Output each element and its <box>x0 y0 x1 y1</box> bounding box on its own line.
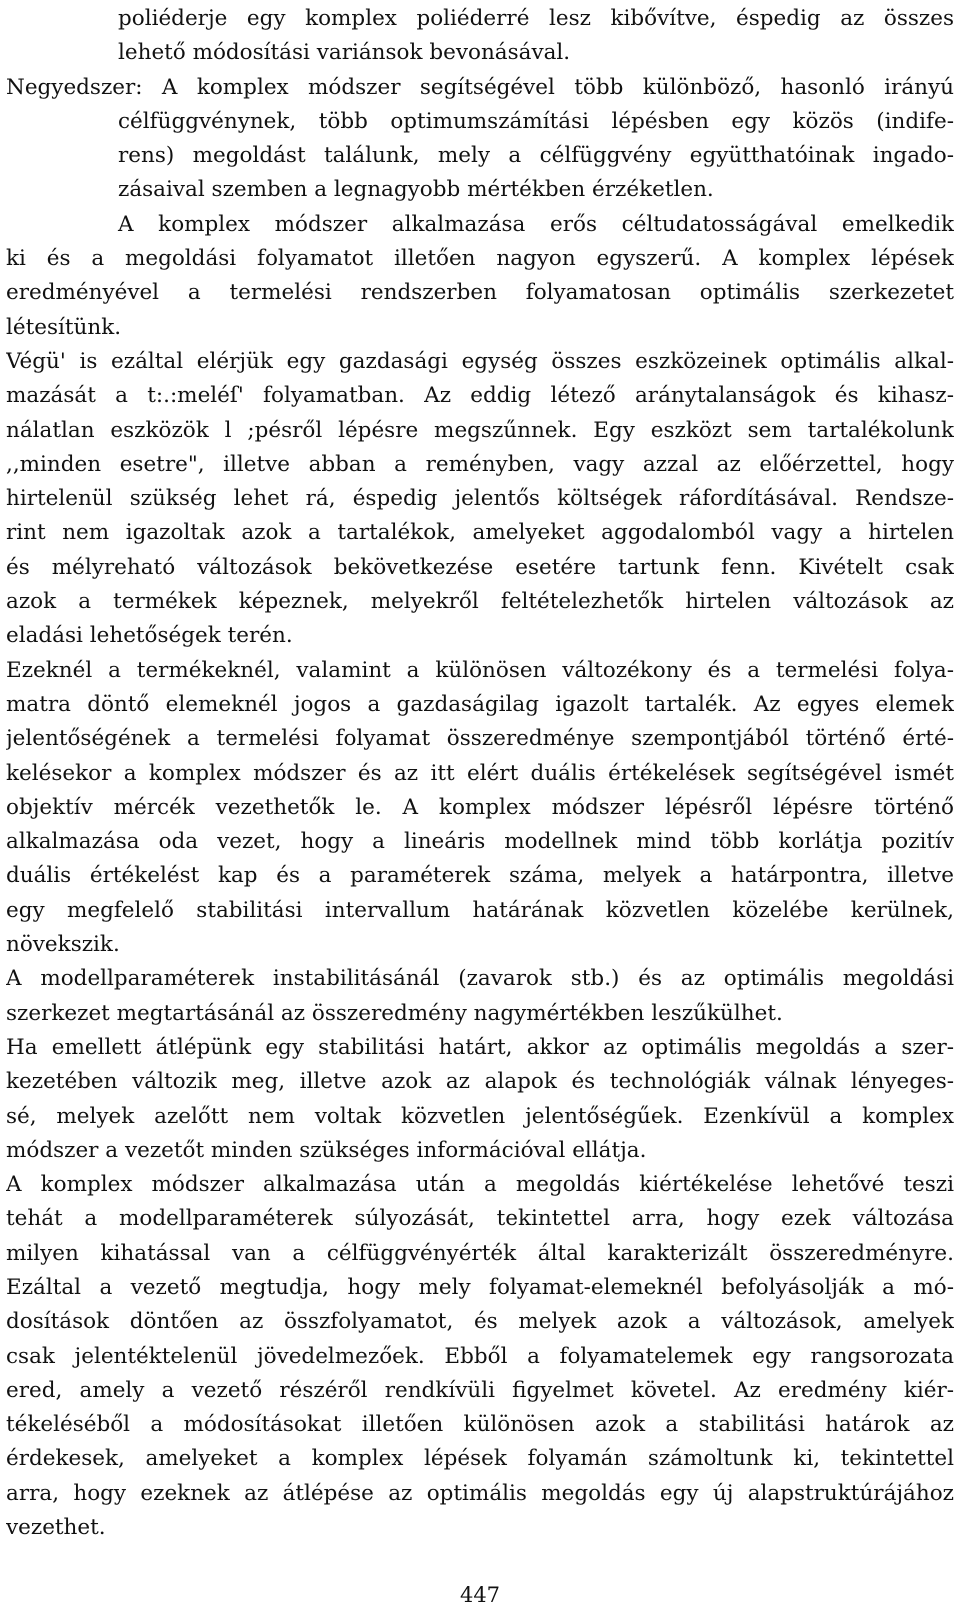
text-line: érdekesek, amelyeket a komplex lépések folyamán számoltunk ki, tekintettel <box>6 1446 954 1472</box>
text-line: dosítások döntően az összfolyamatot, és melyek azok a változások, amelyek <box>6 1309 954 1335</box>
text-line: hirtelenül szükség lehet rá, éspedig jelentős költségek ráfordításával. Rendsze- <box>6 486 954 512</box>
text-line: tehát a modellparaméterek súlyozását, tekintettel arra, hogy ezek változása <box>6 1206 954 1232</box>
body-text <box>6 2 954 1545</box>
text-line: duális értékelést kap és a paraméterek száma, melyek a határpontra, illetve <box>6 863 954 889</box>
text-line: ki és a megoldási folyamatot illetően nagyon egyszerű. A komplex lépések <box>6 246 954 272</box>
text-line: nálatlan eszközök l ;pésről lépésre megszűnnek. Egy eszközt sem tartalékolunk <box>6 417 954 443</box>
text-line: vezethet. <box>6 1515 106 1541</box>
text-line: eladási lehetőségek terén. <box>6 623 293 649</box>
text-line: rens) megoldást találunk, mely a célfüggvény együtthatóinak ingado- <box>118 143 954 169</box>
text-line: zásaival szemben a legnagyobb mértékben érzéketlen. <box>118 177 714 203</box>
text-line: mazását a t:.:meléſ' folyamatban. Az eddig létező aránytalanságok és kihasz- <box>6 383 954 409</box>
text-line: Ha emellett átlépünk egy stabilitási határt, akkor az optimális megoldás a szer- <box>6 1034 954 1060</box>
text-line: poliéderje egy komplex poliéderré lesz kibővítve, éspedig az összes <box>118 6 954 31</box>
text-line: matra döntő elemeknél jogos a gazdaságilag igazolt tartalék. Az egyes elemek <box>6 691 954 717</box>
text-line: növekszik. <box>6 932 120 958</box>
text-line: arra, hogy ezeknek az átlépése az optimális megoldás egy új alapstruktúrájához <box>6 1480 954 1506</box>
text-line: csak jelentéktelenül jövedelmezőek. Ebből a folyamatelemek egy rangsorozata <box>6 1343 954 1369</box>
text-line: Végü' is ezáltal elérjük egy gazdasági egység összes eszközeinek optimális alkal- <box>6 348 954 374</box>
text-line: eredményével a termelési rendszerben folyamatosan optimális szerkezetet <box>6 280 954 306</box>
text-line: szerkezet megtartásánál az összeredmény nagymértékben leszűkülhet. <box>6 1000 783 1026</box>
text-line: Negyedszer: A komplex módszer segítségével több különböző, hasonló irányú <box>6 74 954 100</box>
text-line: Ezeknél a termékeknél, valamint a különösen változékony és a termelési folya- <box>6 657 954 683</box>
text-line: tékeléséből a módosításokat illetően különösen azok a stabilitási határok az <box>6 1412 954 1438</box>
text-line: A komplex módszer alkalmazása után a megoldás kiértékelése lehetővé teszi <box>6 1172 954 1198</box>
text-line: kezetében változik meg, illetve azok az alapok és technológiák válnak lényeges- <box>6 1069 954 1095</box>
text-line: A komplex módszer alkalmazása erős céltudatosságával emelkedik <box>118 211 954 237</box>
page-number: 447 <box>459 1583 501 1607</box>
text-line: és mélyreható változások bekövetkezése esetére tartunk fenn. Kivételt csak <box>6 554 954 580</box>
text-line: létesítünk. <box>6 314 122 340</box>
text-line: ,,minden esetre", illetve abban a reményben, vagy azzal az előérzettel, hogy <box>6 451 954 477</box>
text-line: alkalmazása oda vezet, hogy a lineáris modellnek mind több korlátja pozitív <box>6 829 954 855</box>
text-line: azok a termékek képeznek, melyekről feltételezhetők hirtelen változások az <box>6 589 954 615</box>
text-line: lehető módosítási variánsok bevonásával. <box>118 40 571 66</box>
text-line: módszer a vezetőt minden szükséges információval ellátja. <box>6 1137 647 1163</box>
text-line: A modellparaméterek instabilitásánál (zavarok stb.) és az optimális megoldási <box>6 966 954 992</box>
text-line: Ezáltal a vezető megtudja, hogy mely folyamat-elemeknél befolyásolják a mó- <box>6 1274 954 1300</box>
text-line: sé, melyek azelőtt nem voltak közvetlen jelentőségűek. Ezenkívül a komplex <box>6 1103 954 1129</box>
text-line: ered, amely a vezető részéről rendkívüli figyelmet követel. Az eredmény kiér- <box>6 1377 954 1403</box>
text-line: rint nem igazoltak azok a tartalékok, amelyeket aggodalomból vagy a hirtelen <box>6 520 954 546</box>
text-line: objektív mércék vezethetők le. A komplex módszer lépésről lépésre történő <box>6 794 954 820</box>
text-line: kelésekor a komplex módszer és az itt elért duális értékelések segítségével ismét <box>6 760 954 786</box>
text-line: célfüggvénynek, több optimumszámítási lépésben egy közös (indife- <box>118 108 954 134</box>
text-line: egy megfelelő stabilitási intervallum határának közvetlen közelébe kerülnek, <box>6 897 954 923</box>
text-line: jelentőségének a termelési folyamat összeredménye szempontjából történő érté- <box>6 726 954 752</box>
text-line: milyen kihatással van a célfüggvényérték által karakterizált összeredményre. <box>6 1240 954 1266</box>
